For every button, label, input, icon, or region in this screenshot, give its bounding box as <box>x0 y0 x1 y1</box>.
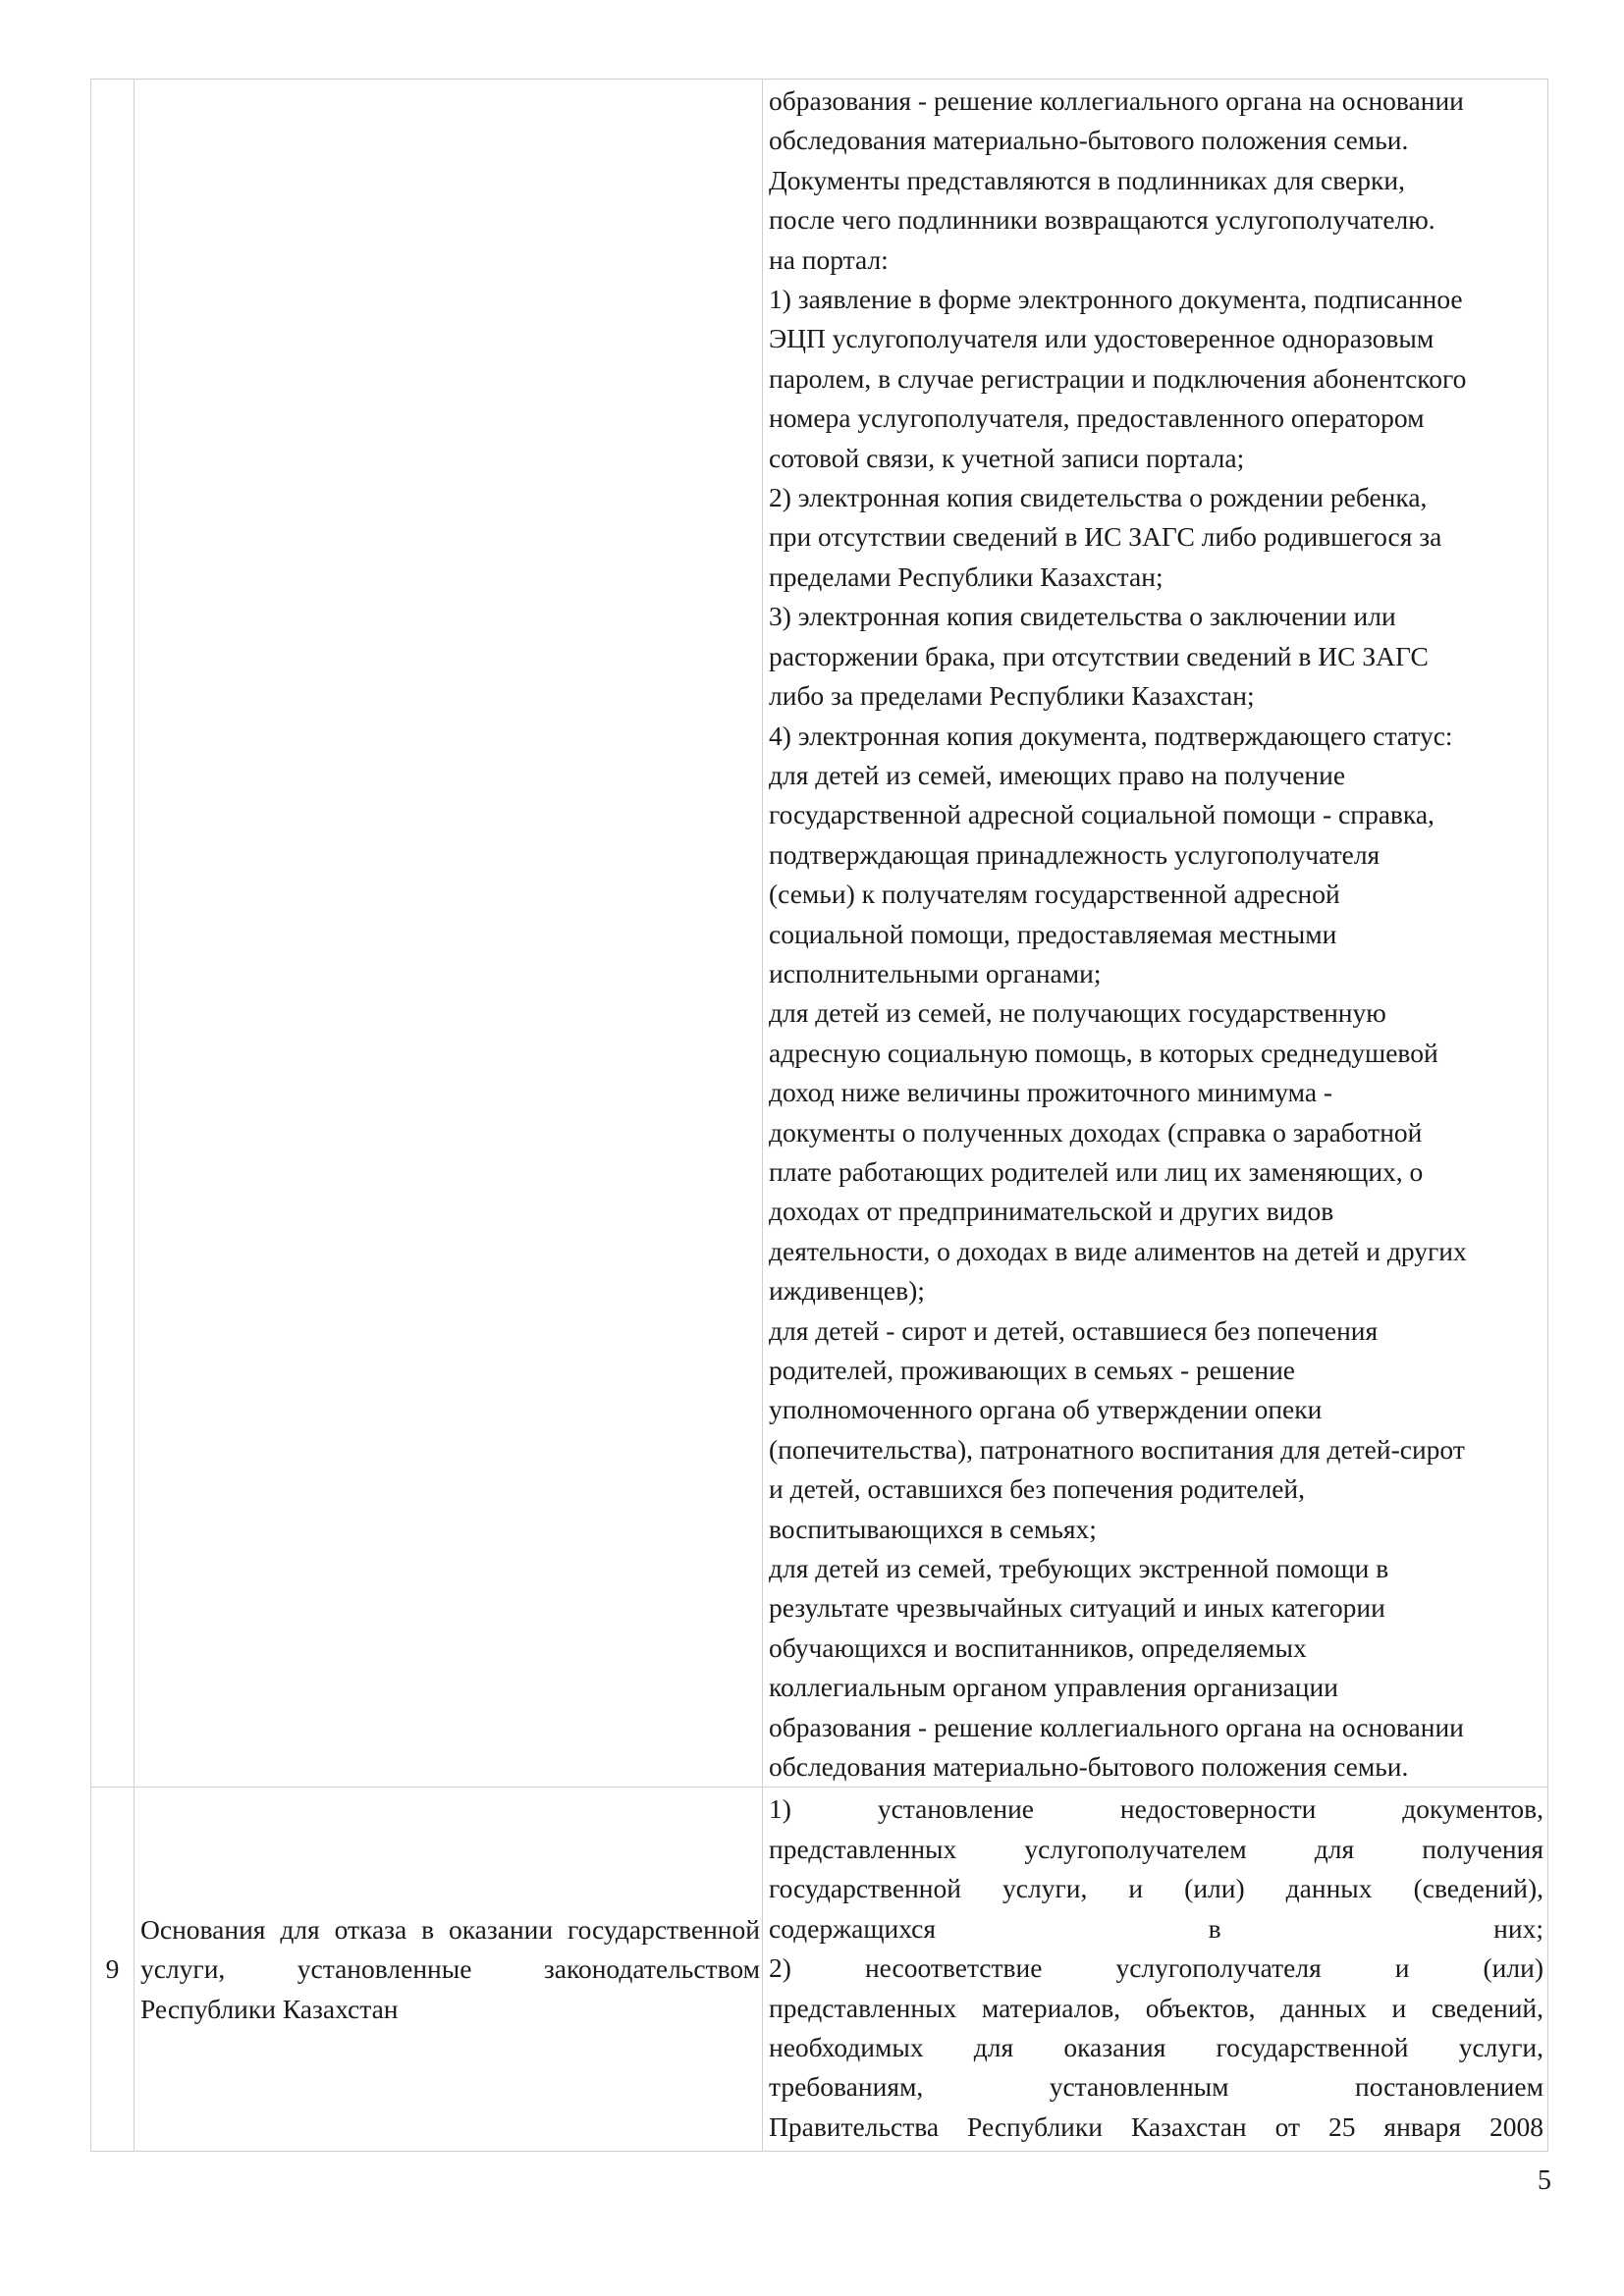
text-line: требованиям, установленным постановлением <box>769 2071 1543 2103</box>
text-line: 3) электронная копия свидетельства о заключении или <box>769 601 1396 632</box>
table-row <box>91 1788 1548 2152</box>
text-line: документы о полученных доходах (справка о заработной <box>769 1116 1423 1148</box>
row-number-cell <box>91 80 135 1788</box>
text-line: государственной адресной социальной помощи - справка, <box>769 799 1435 830</box>
text-line: образования - решение коллегиального органа на основании <box>769 1711 1464 1742</box>
text-line: (попечительства), патронатного воспитания для детей-сирот <box>769 1433 1465 1465</box>
text-line: доход ниже величины прожиточного минимума - <box>769 1077 1333 1108</box>
text-line: номера услугополучателя, предоставленного оператором <box>769 402 1425 434</box>
text-line: уполномоченного органа об утверждении опеки <box>769 1394 1323 1425</box>
text-line: пределами Республики Казахстан; <box>769 561 1164 592</box>
row-content-cell <box>763 1788 1548 2152</box>
text-line: деятельности, о доходах в виде алиментов на детей и других <box>769 1235 1467 1266</box>
text-line: коллегиальным органом управления организации <box>769 1672 1338 1703</box>
text-line: Документы представляются в подлинниках для сверки, <box>769 164 1405 195</box>
page-number: 5 <box>1538 2165 1551 2196</box>
text-line: (семьи) к получателям государственной адресной <box>769 879 1340 910</box>
text-line: обучающихся и воспитанников, определяемых <box>769 1631 1307 1663</box>
text-line: либо за пределами Республики Казахстан; <box>769 680 1255 712</box>
text-line: подтверждающая принадлежность услугополучателя <box>769 838 1380 870</box>
text-line: 1) установление недостоверности документов, <box>769 1793 1543 1825</box>
text-line: адресную социальную помощь, в которых среднедушевой <box>769 1037 1438 1068</box>
text-line: для детей из семей, требующих экстренной помощи в <box>769 1553 1389 1584</box>
table-row <box>91 80 1548 1788</box>
text-line: после чего подлинники возвращаются услугополучателю. <box>769 204 1435 236</box>
row-content-cell <box>763 80 1548 1788</box>
text-line: для детей из семей, имеющих право на получение <box>769 759 1346 790</box>
text-line: на портал: <box>769 243 889 275</box>
text-line: воспитывающихся в семьях; <box>769 1513 1097 1544</box>
text-line: для детей - сирот и детей, оставшиеся без попечения <box>769 1314 1379 1346</box>
text-line: плате работающих родителей или лиц их заменяющих, о <box>769 1155 1424 1187</box>
continued-text <box>763 80 1547 1787</box>
text-line: 2) электронная копия свидетельства о рождении ребенка, <box>769 482 1428 513</box>
text-line: образования - решение коллегиального органа на основании <box>769 85 1464 116</box>
text-line: исполнительными органами; <box>769 957 1102 988</box>
services-table <box>90 79 1548 2152</box>
row-name-cell <box>135 1788 763 2152</box>
text-line: родителей, проживающих в семьях - решение <box>769 1355 1296 1385</box>
text-line: сотовой связи, к учетной записи портала; <box>769 442 1245 473</box>
text-line: иждивенцев); <box>769 1275 925 1307</box>
text-line: паролем, в случае регистрации и подключения абонентского <box>769 362 1467 394</box>
text-line: и детей, оставшихся без попечения родителей, <box>769 1473 1306 1505</box>
text-line: Правительства Республики Казахстан от 25 января 2008 <box>769 2110 1543 2142</box>
text-line: государственной услуги, и (или) данных (сведений), <box>769 1873 1543 1904</box>
text-line: 2) несоответствие услугополучателя и (или) <box>769 1952 1543 1984</box>
row-number-cell: 9 <box>91 1788 135 2152</box>
text-line: содержащихся в них; <box>769 1912 1543 1944</box>
refusal-grounds-text <box>763 1788 1547 2147</box>
text-line: 4) электронная копия документа, подтверждающего статус: <box>769 720 1453 751</box>
text-line: обследования материально-бытового положения семьи. <box>769 125 1409 156</box>
text-line: социальной помощи, предоставляемая местными <box>769 918 1337 949</box>
text-line: представленных материалов, объектов, данных и сведений, <box>769 1992 1543 2023</box>
text-line: необходимых для оказания государственной услуги, <box>769 2031 1543 2062</box>
row-name-cell <box>135 80 763 1788</box>
text-line: 1) заявление в форме электронного документа, подписанное <box>769 284 1463 315</box>
text-line: представленных услугополучателем для получения <box>769 1833 1543 1864</box>
text-line: ЭЦП услугополучателя или удостоверенное одноразовым <box>769 323 1435 354</box>
text-line: результате чрезвычайных ситуаций и иных категории <box>769 1592 1385 1624</box>
text-line: доходах от предпринимательской и других видов <box>769 1196 1334 1227</box>
text-line: для детей из семей, не получающих государственную <box>769 997 1386 1029</box>
row-9-name: Основания для отказа в оказании государственной услуги, установленные законодательством Республики Казахстан <box>140 1913 760 2024</box>
text-line: обследования материально-бытового положения семьи. <box>769 1751 1409 1783</box>
text-line: при отсутствии сведений в ИС ЗАГС либо родившегося за <box>769 521 1442 553</box>
text-line: расторжении брака, при отсутствии сведений в ИС ЗАГС <box>769 640 1429 671</box>
